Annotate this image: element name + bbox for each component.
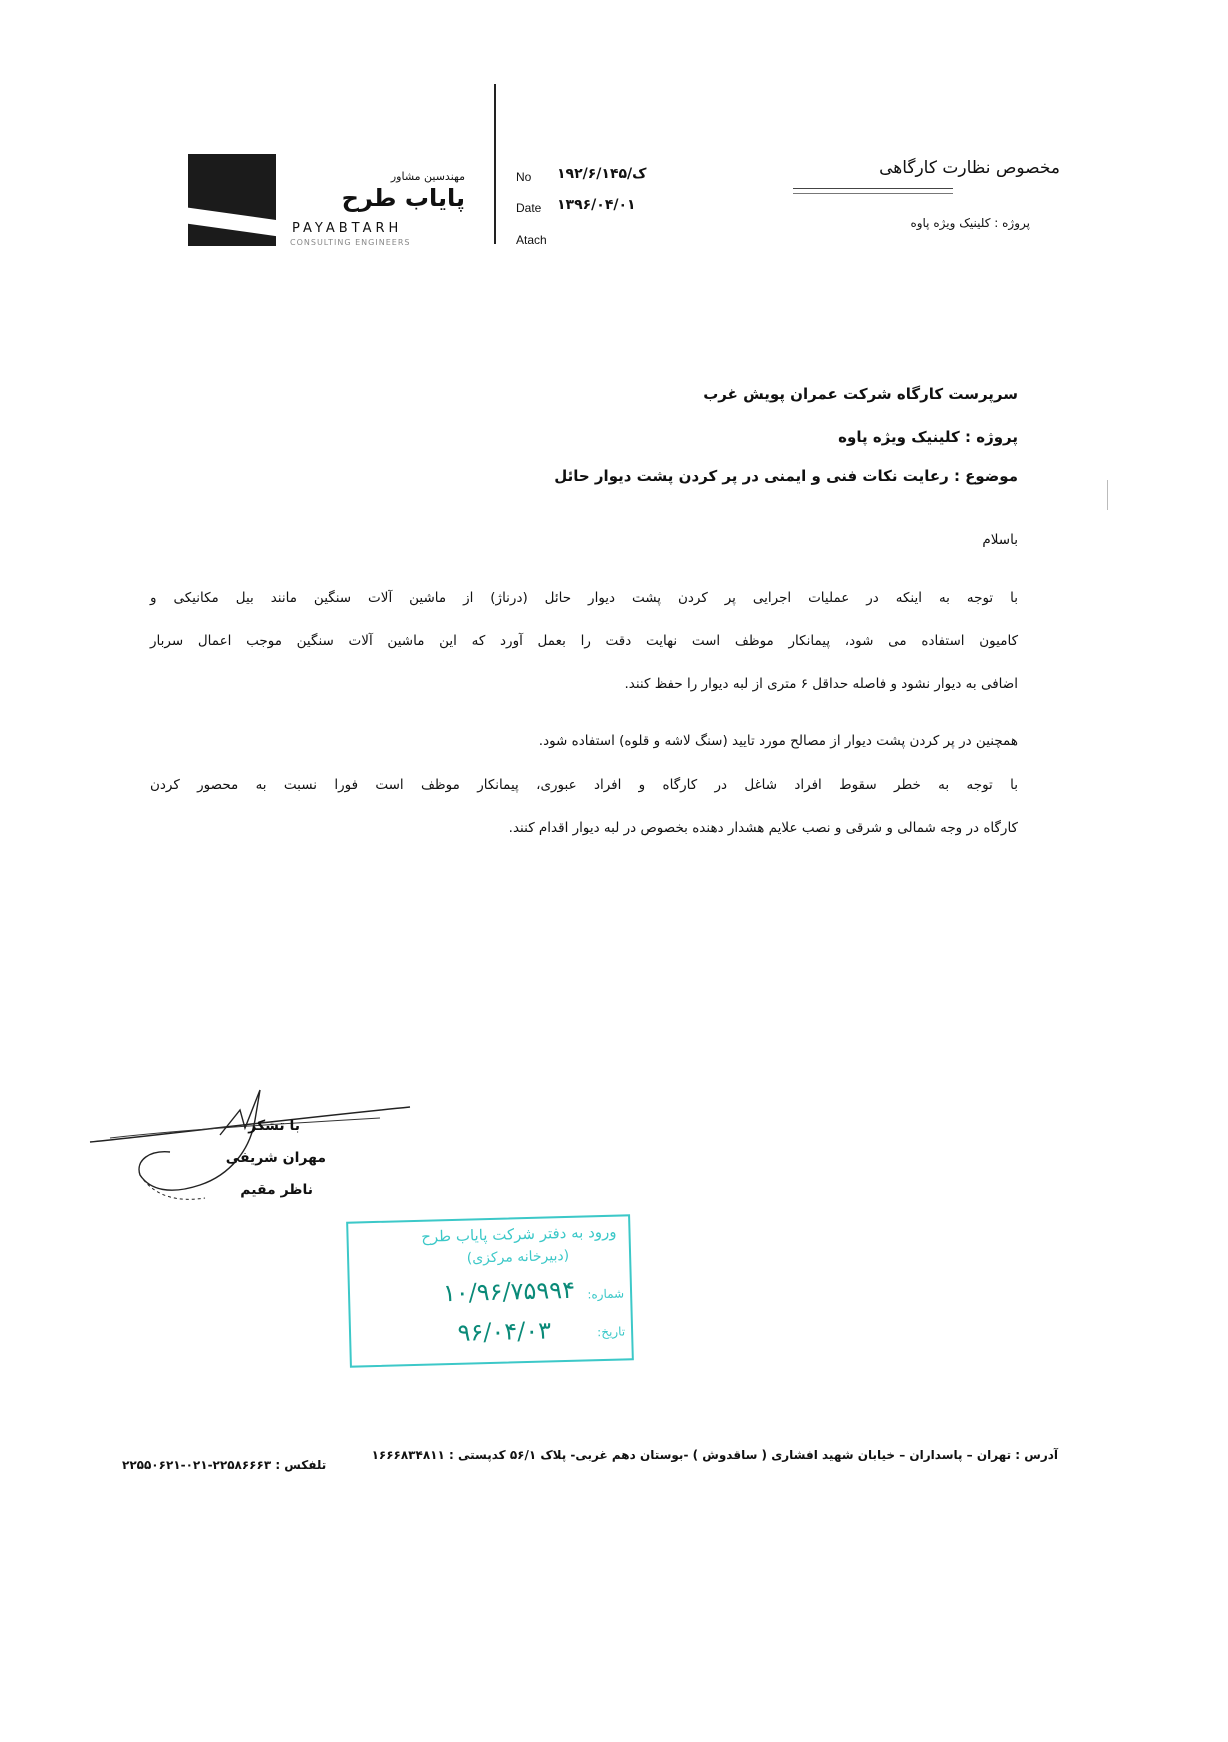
header-underline	[793, 193, 953, 194]
logo-name-en: PAYABTARH	[292, 221, 403, 236]
logo-subtitle-en: CONSULTING ENGINEERS	[290, 238, 411, 247]
paragraph-3-line: کارگاه در وجه شمالی و شرقی و نصب علایم هشدار دهنده بخصوص در لبه دیوار اقدام کنند.	[508, 820, 1018, 836]
received-stamp	[346, 1214, 634, 1367]
scan-mark	[1107, 480, 1108, 510]
stamp-line1: ورود به دفتر شرکت پایاب طرح	[420, 1222, 617, 1246]
date-label: Date	[516, 201, 542, 215]
letter-date: ۱۳۹۶/۰۴/۰۱	[557, 197, 636, 213]
header-project: پروژه : کلینیک ویژه پاوه	[910, 216, 1030, 230]
paragraph-3-line: با توجه به خطر سقوط افراد شاغل در کارگاه و افراد عبوری، پیمانکار موظف است فورا نسبت به محصور کردن	[150, 777, 1018, 793]
company-logo-mark	[188, 154, 276, 246]
letter-number: ۱۹۲/۶/ک/۱۴۵	[557, 166, 647, 182]
stamp-date-label: تاریخ:	[597, 1324, 626, 1340]
paragraph-1-line: با توجه به اینکه در عملیات اجرایی پر کردن پشت دیوار حائل (درناژ) از ماشین آلات سنگین مانند بیل مکانیکی و	[150, 590, 1018, 606]
paragraph-2: همچنین در پر کردن پشت دیوار از مصالح مورد تایید (سنگ لاشه و قلوه) استفاده شود.	[538, 733, 1018, 749]
attach-label: Atach	[516, 233, 547, 247]
paragraph-1-line: کامیون استفاده می شود، پیمانکار موظف است نهایت دقت را بعمل آورد که این ماشین آلات سنگین موجب اعمال سربار	[150, 633, 1018, 649]
header-divider	[494, 84, 496, 244]
footer-telfax: تلفکس : ۲۲۵۸۶۶۶۳-۰۲۱-۲۲۵۵۰۶۲۱	[122, 1458, 327, 1472]
signer-name: مهران شریفی	[225, 1150, 326, 1166]
stamp-number: ۱۰/۹۶/۷۵۹۹۴	[442, 1275, 576, 1308]
greeting: باسلام	[982, 532, 1018, 548]
header-title: مخصوص نظارت کارگاهی	[879, 158, 1060, 178]
logo-subtitle-fa: مهندسین مشاور	[390, 170, 465, 183]
subject-line: موضوع : رعایت نکات فنی و ایمنی در پر کردن پشت دیوار حائل	[554, 467, 1018, 485]
closing: با تشکر	[248, 1118, 300, 1134]
logo-name-fa: پایاب طرح	[341, 184, 465, 212]
recipient: سرپرست کارگاه شرکت عمران پویش غرب	[703, 385, 1018, 403]
footer-address: آدرس : تهران – پاسداران – خیابان شهید افشاری ( ساقدوش ) -بوستان دهم غربی- پلاک ۵۶/۱ کدپستی : ۱۶۶۶۸۳۴۸۱۱	[371, 1448, 1058, 1462]
no-label: No	[516, 170, 532, 184]
stamp-number-label: شماره:	[587, 1286, 625, 1302]
header-underline	[793, 188, 953, 189]
signer-title: ناظر مقیم	[240, 1182, 313, 1198]
stamp-line2: (دبیرخانه مرکزی)	[466, 1247, 570, 1267]
stamp-date: ۹۶/۰۴/۰۳	[457, 1316, 552, 1347]
project-line: پروژه : کلینیک ویژه پاوه	[838, 428, 1018, 446]
paragraph-1-line: اضافی به دیوار نشود و فاصله حداقل ۶ متری از لبه دیوار را حفظ کنند.	[624, 676, 1018, 692]
